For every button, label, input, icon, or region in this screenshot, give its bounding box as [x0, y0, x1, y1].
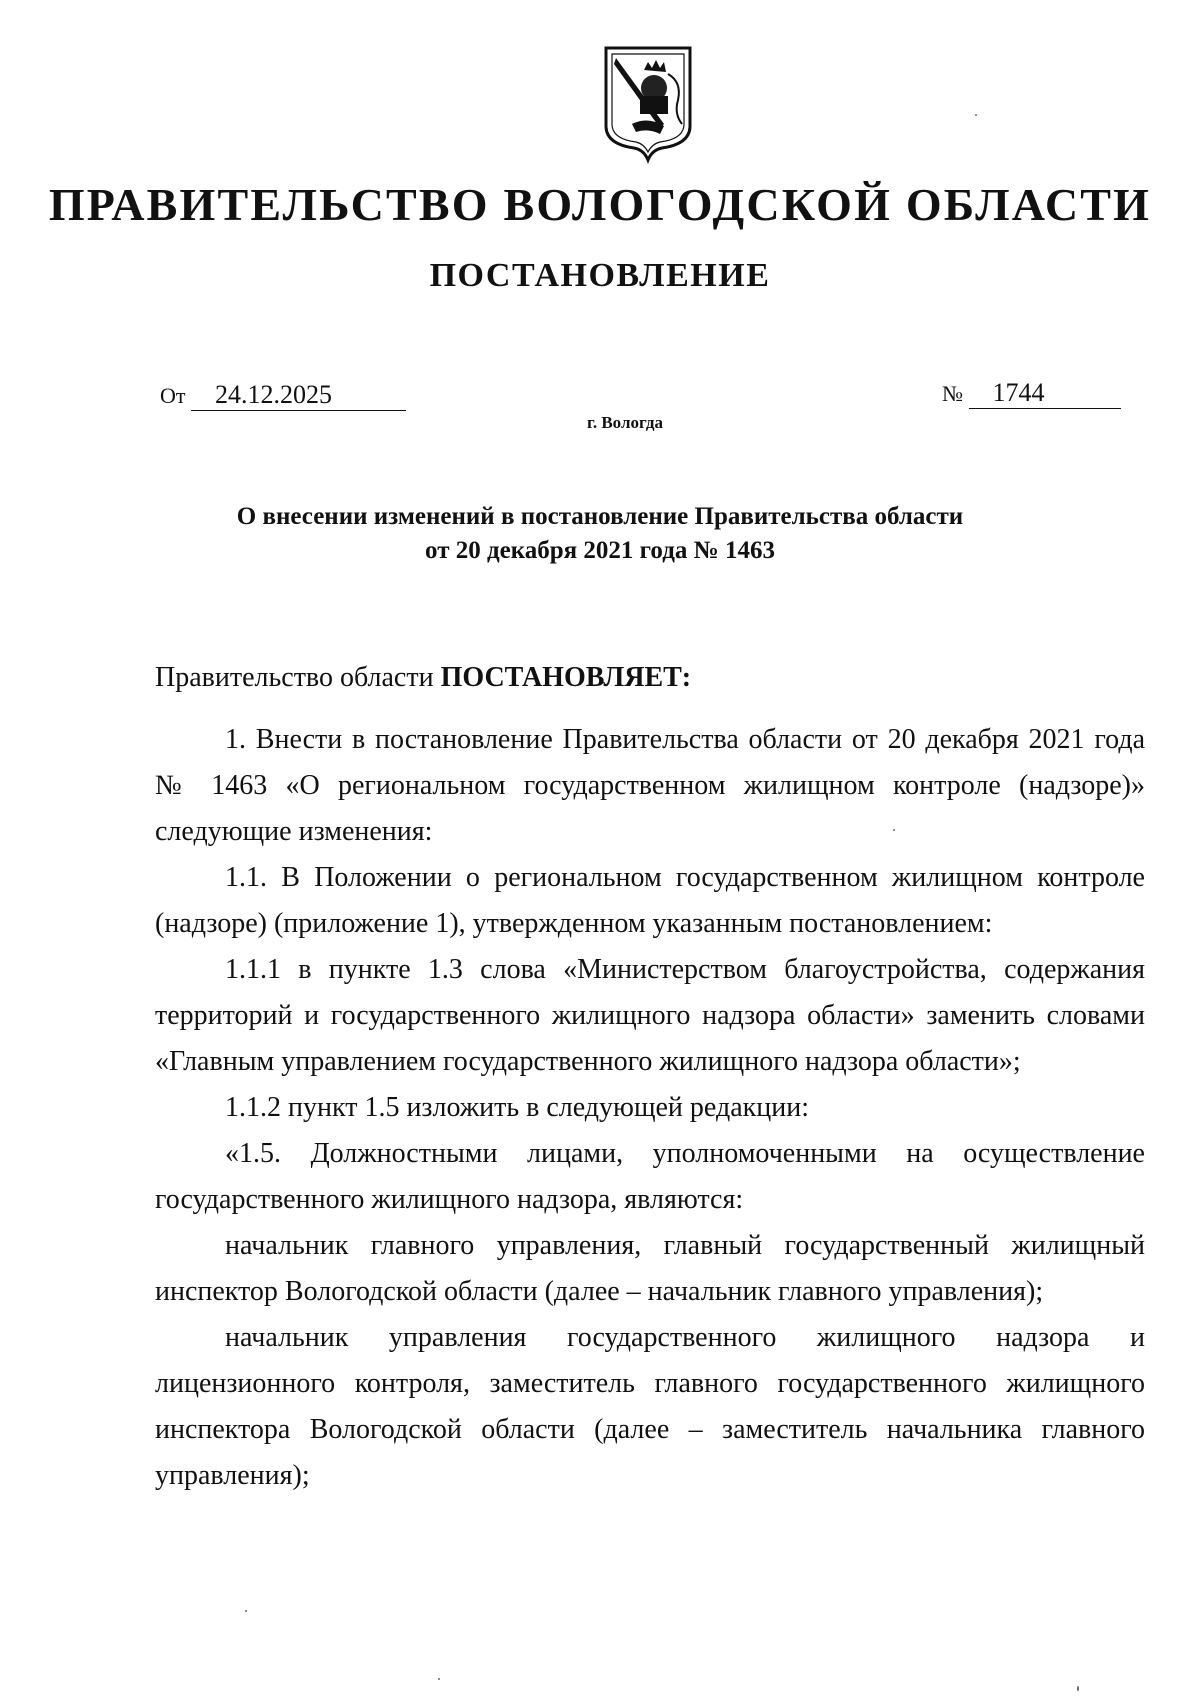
document-body	[155, 655, 1145, 1499]
scan-speck	[975, 114, 977, 116]
paragraph-1-1-1: 1.1.1 в пункте 1.3 слова «Министерством благоустройства, содержания территорий и государственного жилищного надзора области» заменить словами «Главным управлением государственного жилищного надзора области»;	[155, 954, 1145, 1077]
scan-speck	[438, 1678, 440, 1680]
scan-speck	[245, 1610, 247, 1612]
resolution-intro	[155, 655, 1145, 701]
document-number: 1744	[969, 378, 1121, 409]
intro-text: Правительство области	[155, 662, 441, 693]
number-prefix: №	[942, 381, 963, 406]
document-date: 24.12.2025	[191, 380, 406, 411]
document-type-heading: ПОСТАНОВЛЕНИЕ	[429, 257, 771, 294]
date-prefix: От	[160, 383, 186, 408]
number-field	[942, 378, 1121, 409]
intro-bold: ПОСТАНОВЛЯЕТ:	[440, 662, 692, 693]
date-field	[160, 380, 406, 411]
paragraph-1-1-2: 1.1.2 пункт 1.5 изложить в следующей редакции:	[225, 1092, 809, 1123]
scan-speck	[893, 829, 895, 831]
document-subject	[180, 500, 1020, 568]
paragraph-1-5-quote: «1.5. Должностными лицами, уполномоченными на осуществление государственного жилищного надзора, являются:	[155, 1138, 1145, 1215]
scan-speck	[1077, 1686, 1079, 1691]
subject-line-1: О внесении изменений в постановление Правительства области	[236, 503, 964, 530]
government-title: ПРАВИТЕЛЬСТВО ВОЛОГОДСКОЙ ОБЛАСТИ	[48, 179, 1152, 230]
coat-of-arms-emblem	[602, 44, 694, 164]
city-label: г. Вологда	[587, 413, 663, 432]
paragraph-head-inspector: начальник главного управления, главный государственный жилищный инспектор Вологодской области (далее – начальник главного управления);	[155, 1230, 1145, 1307]
paragraph-deputy-inspector: начальник управления государственного жилищного надзора и лицензионного контроля, заместитель главного государственного жилищного инспектора Вологодской области (далее – заместитель начальника главного управления);	[155, 1322, 1145, 1491]
paragraph-1: 1. Внести в постановление Правительства области от 20 декабря 2021 года № 1463 «О региональном государственном жилищном контроле (надзоре)» следующие изменения:	[155, 724, 1145, 847]
paragraph-1-1: 1.1. В Положении о региональном государственном жилищном контроле (надзоре) (приложение 1), утвержденном указанным постановлением:	[155, 862, 1145, 939]
subject-line-2: от 20 декабря 2021 года № 1463	[425, 537, 775, 564]
